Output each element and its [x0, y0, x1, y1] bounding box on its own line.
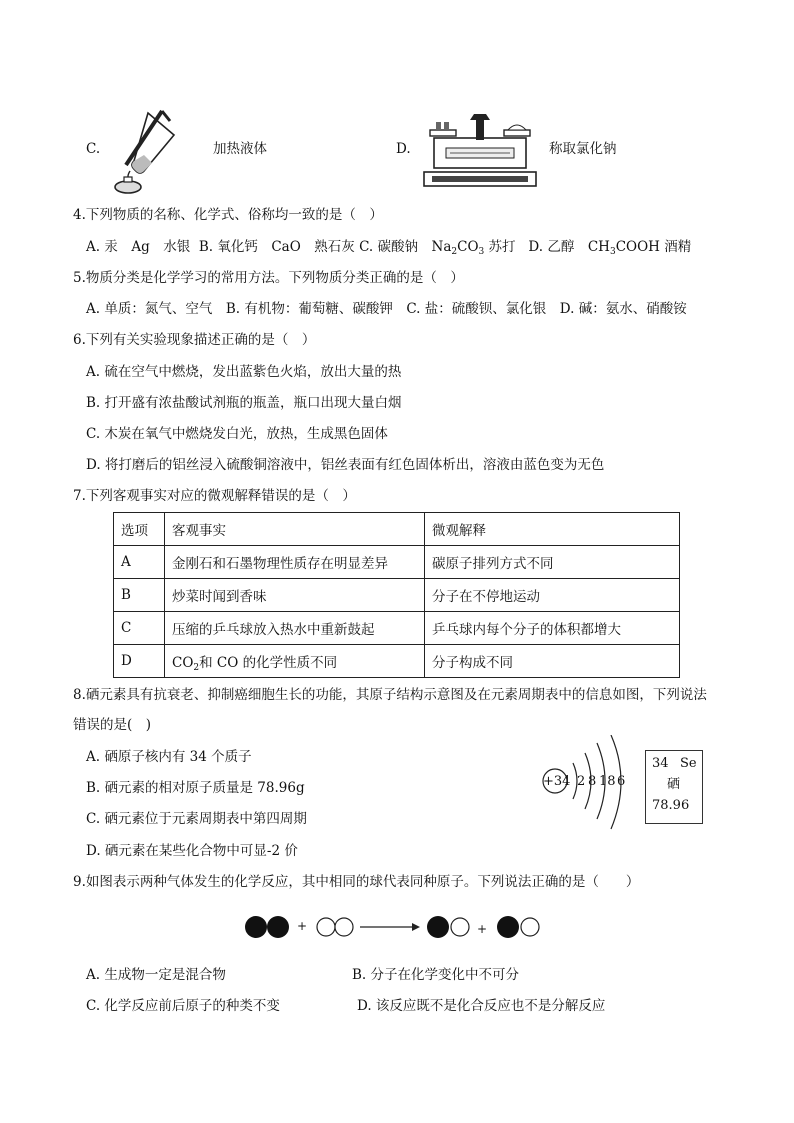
question-8-stem-line2: 错误的是( )	[73, 717, 152, 733]
explanation-table	[113, 512, 680, 678]
table-cell: 碳原子排列方式不同	[425, 546, 680, 579]
product-molecule-1	[427, 916, 469, 938]
table-header-cell: 微观解释	[425, 513, 680, 546]
q6-option-d: D. 将打磨后的铝丝浸入硫酸铜溶液中，铝丝表面有红色固体析出，溶液由蓝色变为无色	[86, 457, 605, 473]
q9-option-d: D. 该反应既不是化合反应也不是分解反应	[357, 998, 606, 1014]
option-c-letter: C.	[86, 141, 101, 157]
table-header-row	[114, 513, 680, 546]
option-c-text: 加热液体	[213, 141, 267, 157]
question-4-stem: 4.下列物质的名称、化学式、俗称均一致的是（ ）	[73, 207, 383, 223]
atomic-mass: 78.96	[652, 798, 690, 813]
q8-option-a: A. 硒原子核内有 34 个质子	[86, 749, 252, 765]
q6-option-a: A. 硫在空气中燃烧，发出蓝紫色火焰，放出大量的热	[86, 364, 402, 380]
q9-option-a: A. 生成物一定是混合物	[86, 967, 226, 983]
table-row	[114, 612, 680, 645]
q4-option-b: B. 氧化钙 CaO 熟石灰	[198, 239, 355, 255]
q8-option-d: D. 硒元素在某些化合物中可显-2 价	[86, 843, 298, 859]
table-cell: $CO_2$和 CO 的化学性质不同	[165, 645, 425, 678]
q4-option-a: A. 汞 Ag 水银	[86, 239, 191, 255]
shell-1-electrons: 2	[577, 774, 586, 789]
reactant-molecule-black	[245, 916, 289, 938]
atomic-number: 34	[652, 756, 669, 771]
table-cell: 金刚石和石墨物理性质存在明显差异	[165, 546, 425, 579]
element-symbol: Se	[680, 756, 697, 771]
table-row	[114, 579, 680, 612]
table-cell: 炒菜时闻到香味	[165, 579, 425, 612]
plus-sign: +	[297, 919, 308, 933]
q8-option-c: C. 硒元素位于元素周期表中第四周期	[86, 811, 307, 827]
question-4-options	[86, 238, 691, 256]
nucleus-charge-label: +34	[543, 774, 571, 789]
reaction-diagram	[240, 910, 550, 948]
table-cell: 压缩的乒乓球放入热水中重新鼓起	[165, 612, 425, 645]
table-cell: B	[114, 579, 165, 612]
q8-option-b: B. 硒元素的相对原子质量是 78.96g	[86, 780, 305, 796]
shell-2-electrons: 8	[588, 774, 597, 789]
element-name: 硒	[667, 777, 681, 792]
plus-sign: +	[477, 922, 488, 936]
table-row	[114, 546, 680, 579]
q4-option-c: C. 碳酸钠 $Na_2CO_3$ 苏打	[359, 239, 516, 257]
q6-option-b: B. 打开盛有浓盐酸试剂瓶的瓶盖，瓶口出现大量白烟	[86, 395, 402, 411]
heating-liquid-apparatus	[100, 105, 195, 195]
option-d-letter: D.	[396, 141, 411, 157]
q9-option-b: B. 分子在化学变化中不可分	[352, 967, 520, 983]
option-d-text: 称取氯化钠	[549, 141, 617, 157]
question-9-stem: 9.如图表示两种气体发生的化学反应，其中相同的球代表同种原子。下列说法正确的是（ ）	[73, 874, 640, 890]
question-6-stem: 6.下列有关实验现象描述正确的是（ ）	[73, 332, 316, 348]
table-cell: 乒乓球内每个分子的体积都增大	[425, 612, 680, 645]
table-cell: D	[114, 645, 165, 678]
product-molecule-2	[497, 916, 539, 938]
table-row	[114, 645, 680, 678]
reactant-molecule-white	[317, 918, 353, 936]
table-header-cell: 客观事实	[165, 513, 425, 546]
table-cell: C	[114, 612, 165, 645]
table-cell: 分子在不停地运动	[425, 579, 680, 612]
q9-option-c: C. 化学反应前后原子的种类不变	[86, 998, 280, 1014]
q6-option-c: C. 木炭在氧气中燃烧发白光，放热，生成黑色固体	[86, 426, 388, 442]
question-5-options: A. 单质：氮气、空气 B. 有机物：葡萄糖、碳酸钾 C. 盐：硫酸钡、氯化银 D. 碱：氨水、硝酸铵	[86, 301, 687, 317]
shell-3-electrons: 18	[599, 774, 616, 789]
periodic-table-cell	[645, 750, 703, 824]
question-8-stem-line1: 8.硒元素具有抗衰老、抑制癌细胞生长的功能，其原子结构示意图及在元素周期表中的信息如图，下列说法	[73, 687, 707, 703]
question-5-stem: 5.物质分类是化学学习的常用方法。下列物质分类正确的是（ ）	[73, 270, 464, 286]
balance-scale-apparatus	[420, 110, 540, 190]
question-7-stem: 7.下列客观事实对应的微观解释错误的是（ ）	[73, 488, 356, 504]
table-header-cell: 选项	[114, 513, 165, 546]
shell-4-electrons: 6	[617, 774, 626, 789]
table-cell: A	[114, 546, 165, 579]
q4-option-d: D. 乙醇 $CH_3COOH$ 酒精	[528, 239, 692, 257]
table-cell: 分子构成不同	[425, 645, 680, 678]
